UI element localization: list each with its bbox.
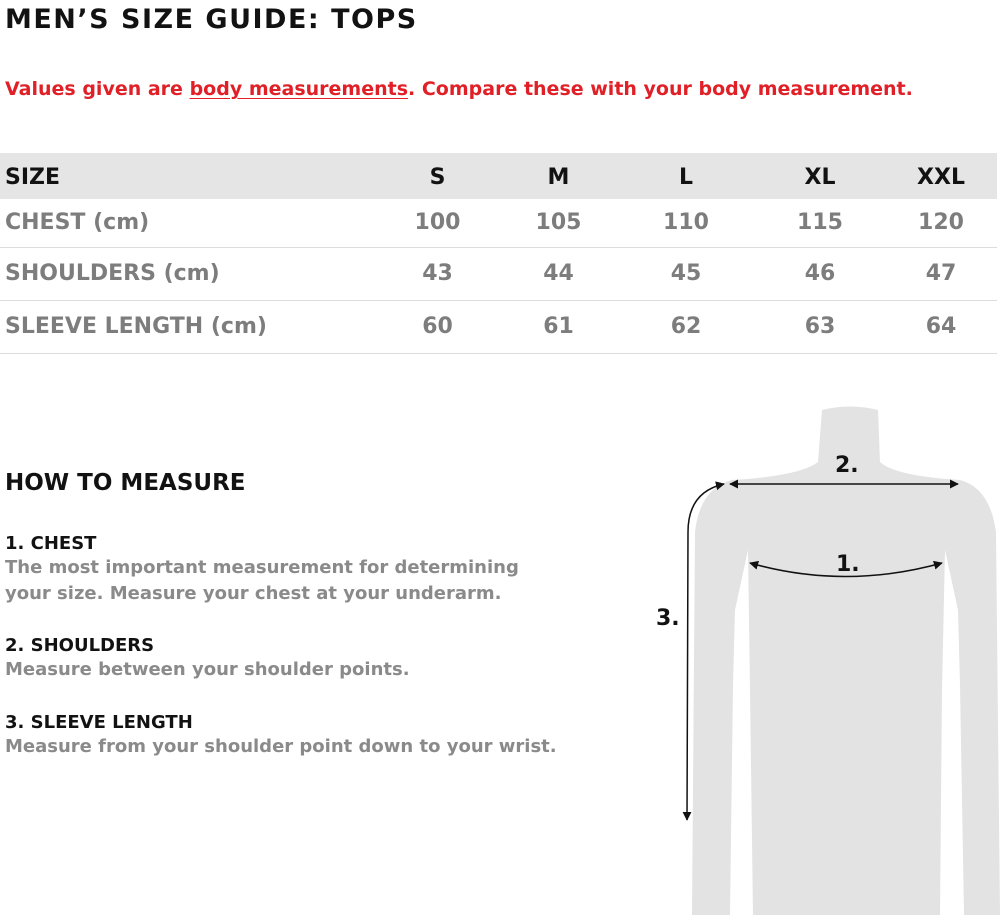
- step-title: 3. SLEEVE LENGTH: [5, 712, 193, 733]
- row-label: SLEEVE LENGTH (cm): [0, 300, 375, 353]
- cell-value: 47: [885, 247, 997, 300]
- cell-value: 61: [500, 300, 617, 353]
- step-description-line: Measure between your shoulder points.: [5, 659, 410, 680]
- table-row-chest: [0, 199, 997, 247]
- mannequin-measurement-figure: [640, 400, 1000, 915]
- cell-value: 110: [617, 199, 755, 247]
- cell-value: 105: [500, 199, 617, 247]
- mannequin-silhouette: [692, 407, 1000, 915]
- step-title: 1. CHEST: [5, 533, 97, 554]
- header-xxl: XXL: [917, 164, 965, 190]
- cell-value: 62: [617, 300, 755, 353]
- header-m: M: [547, 164, 570, 190]
- page-title: MEN’S SIZE GUIDE: TOPS: [5, 4, 418, 35]
- sleeve-label: 3.: [656, 606, 680, 631]
- size-table-header: [0, 153, 997, 199]
- cell-value: 44: [500, 247, 617, 300]
- step-description-line: Measure from your shoulder point down to your wrist.: [5, 736, 557, 757]
- chest-label: 1.: [836, 552, 860, 577]
- table-row-sleeve-length: [0, 300, 997, 353]
- cell-value: 100: [375, 199, 500, 247]
- header-size: SIZE: [5, 164, 61, 190]
- cell-value: 46: [755, 247, 885, 300]
- cell-value: 63: [755, 300, 885, 353]
- step-shoulders: [5, 635, 625, 683]
- header-s: S: [429, 164, 446, 190]
- step-chest: [5, 533, 625, 607]
- step-description-line: your size. Measure your chest at your underarm.: [5, 583, 502, 604]
- row-label: SHOULDERS (cm): [0, 247, 375, 300]
- header-l: L: [678, 164, 694, 190]
- shoulders-label: 2.: [835, 453, 859, 478]
- size-table: [0, 153, 997, 354]
- cell-value: 120: [885, 199, 997, 247]
- cell-value: 64: [885, 300, 997, 353]
- header-xl: XL: [804, 164, 836, 190]
- body-measurements-link[interactable]: body measurements: [189, 78, 409, 100]
- how-to-measure-heading: HOW TO MEASURE: [5, 470, 246, 496]
- cell-value: 60: [375, 300, 500, 353]
- notice-text-before: Values given are: [5, 78, 190, 100]
- cell-value: 43: [375, 247, 500, 300]
- table-row-shoulders: [0, 247, 997, 300]
- row-label: CHEST (cm): [0, 199, 375, 247]
- step-sleeve-length: [5, 712, 625, 760]
- cell-value: 45: [617, 247, 755, 300]
- step-title: 2. SHOULDERS: [5, 635, 155, 656]
- step-description-line: The most important measurement for determining: [5, 557, 519, 578]
- notice-text-after: . Compare these with your body measurement.: [408, 78, 913, 100]
- measurement-notice: [5, 78, 913, 100]
- cell-value: 115: [755, 199, 885, 247]
